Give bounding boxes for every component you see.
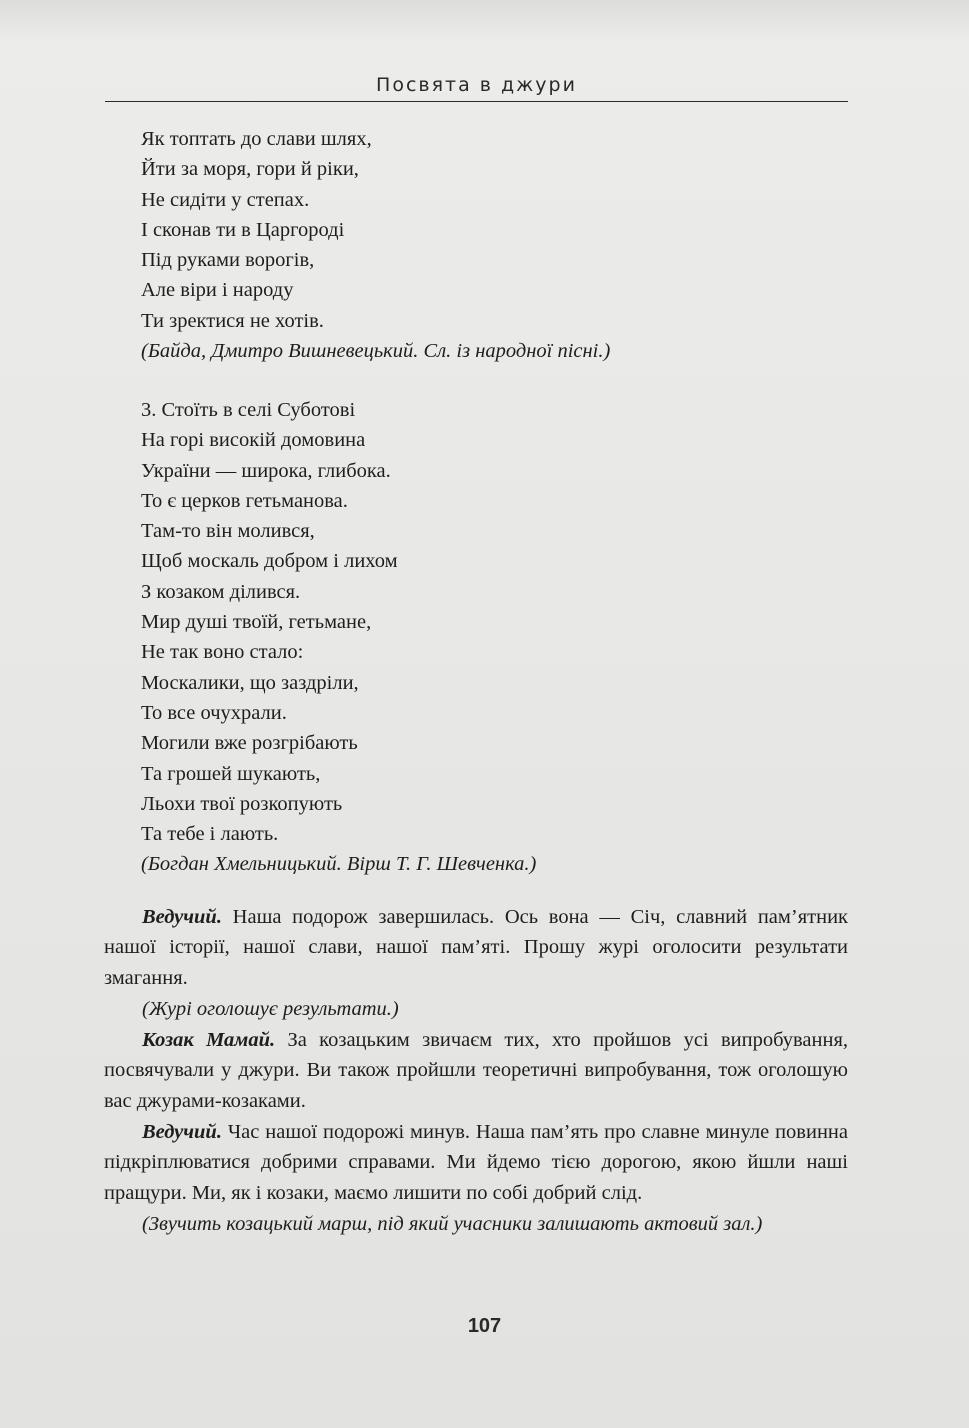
verse-source: (Богдан Хмельницький. Вірш Т. Г. Шевченка.) xyxy=(141,853,537,876)
verse-line: Льохи твої розкопують xyxy=(141,792,343,815)
verse-line: З козаком ділився. xyxy=(141,580,301,603)
verse-line: Ти зректися не хотів. xyxy=(141,309,324,332)
verse-line: Там-то він молився, xyxy=(141,520,315,543)
verse-source: (Байда, Дмитро Вишневецький. Сл. із народної пісні.) xyxy=(141,340,611,363)
dialogue-paragraph xyxy=(104,1117,848,1208)
verse-line: Як топтать до слави шлях, xyxy=(141,128,372,150)
stage-direction xyxy=(104,1209,848,1239)
poem-excerpt-baida xyxy=(141,124,610,366)
verse-line: Не сидіти у степах. xyxy=(141,188,310,211)
verse-line: На горі високій домовина xyxy=(141,429,366,452)
paragraph-text: Час нашої подорожі минув. Наша пам’ять про славне минуле повинна підкріплюватися добрими справами. Ми йдемо тією дорогою, якою йшли наші пращури. Ми, як і козаки, маємо лишити по собі добрий слід. xyxy=(104,1121,848,1204)
verse-line: Москалики, що заздріли, xyxy=(141,671,359,694)
verse-line: Не так воно стало: xyxy=(141,641,304,664)
verse-line: Мир душі твоїй, гетьмане, xyxy=(141,611,372,634)
dialogue-paragraph xyxy=(104,902,848,993)
paragraph-text: За козацьким звичаєм тих, хто пройшов усі випробування, посвячували у джури. Ви також пройшли теоретичні випробування, тож оголошую вас джурами-козаками. xyxy=(104,1029,849,1112)
verse-line: Йти за моря, гори й ріки, xyxy=(141,158,359,181)
speaker-name: Ведучий. xyxy=(142,906,222,928)
verse-line: То все очухрали. xyxy=(141,701,287,724)
stage-direction-text: (Журі оголошує результати.) xyxy=(142,997,399,1020)
verse-line: Могили вже розгрібають xyxy=(141,732,358,755)
stage-direction-text: (Звучить козацький марш, під який учасники залишають актовий зал.) xyxy=(142,1212,763,1235)
verse-line: Та грошей шукають, xyxy=(141,762,321,785)
verse-line: Але віри і народу xyxy=(141,279,294,302)
verse-line: То є церков гетьманова. xyxy=(141,489,348,512)
stage-direction xyxy=(104,994,848,1024)
verse-line: Та тебе і лають. xyxy=(141,823,279,846)
dialogue-paragraph xyxy=(104,1025,848,1116)
paragraph-text: Наша подорож завершилась. Ось вона — Січ, славний пам’ятник нашої історії, нашої слави, нашої пам’яті. Прошу журі оголосити результати змагання. xyxy=(104,906,848,989)
running-header: Посвята в джури xyxy=(105,74,848,102)
verse-line: Під руками ворогів, xyxy=(141,249,315,272)
verse-line: І сконав ти в Царгороді xyxy=(141,218,345,241)
verse-line: Щоб москаль добром і лихом xyxy=(141,550,398,573)
speaker-name: Ведучий. xyxy=(142,1121,222,1144)
verse-line: України — широка, глибока. xyxy=(141,459,391,482)
page-number: 107 xyxy=(467,1315,502,1337)
dialogue-section xyxy=(104,902,848,1240)
verse-line: 3. Стоїть в селі Суботові xyxy=(141,399,356,421)
poem-excerpt-khmelnytsky xyxy=(141,395,536,880)
speaker-name: Козак Мамай. xyxy=(142,1029,276,1052)
